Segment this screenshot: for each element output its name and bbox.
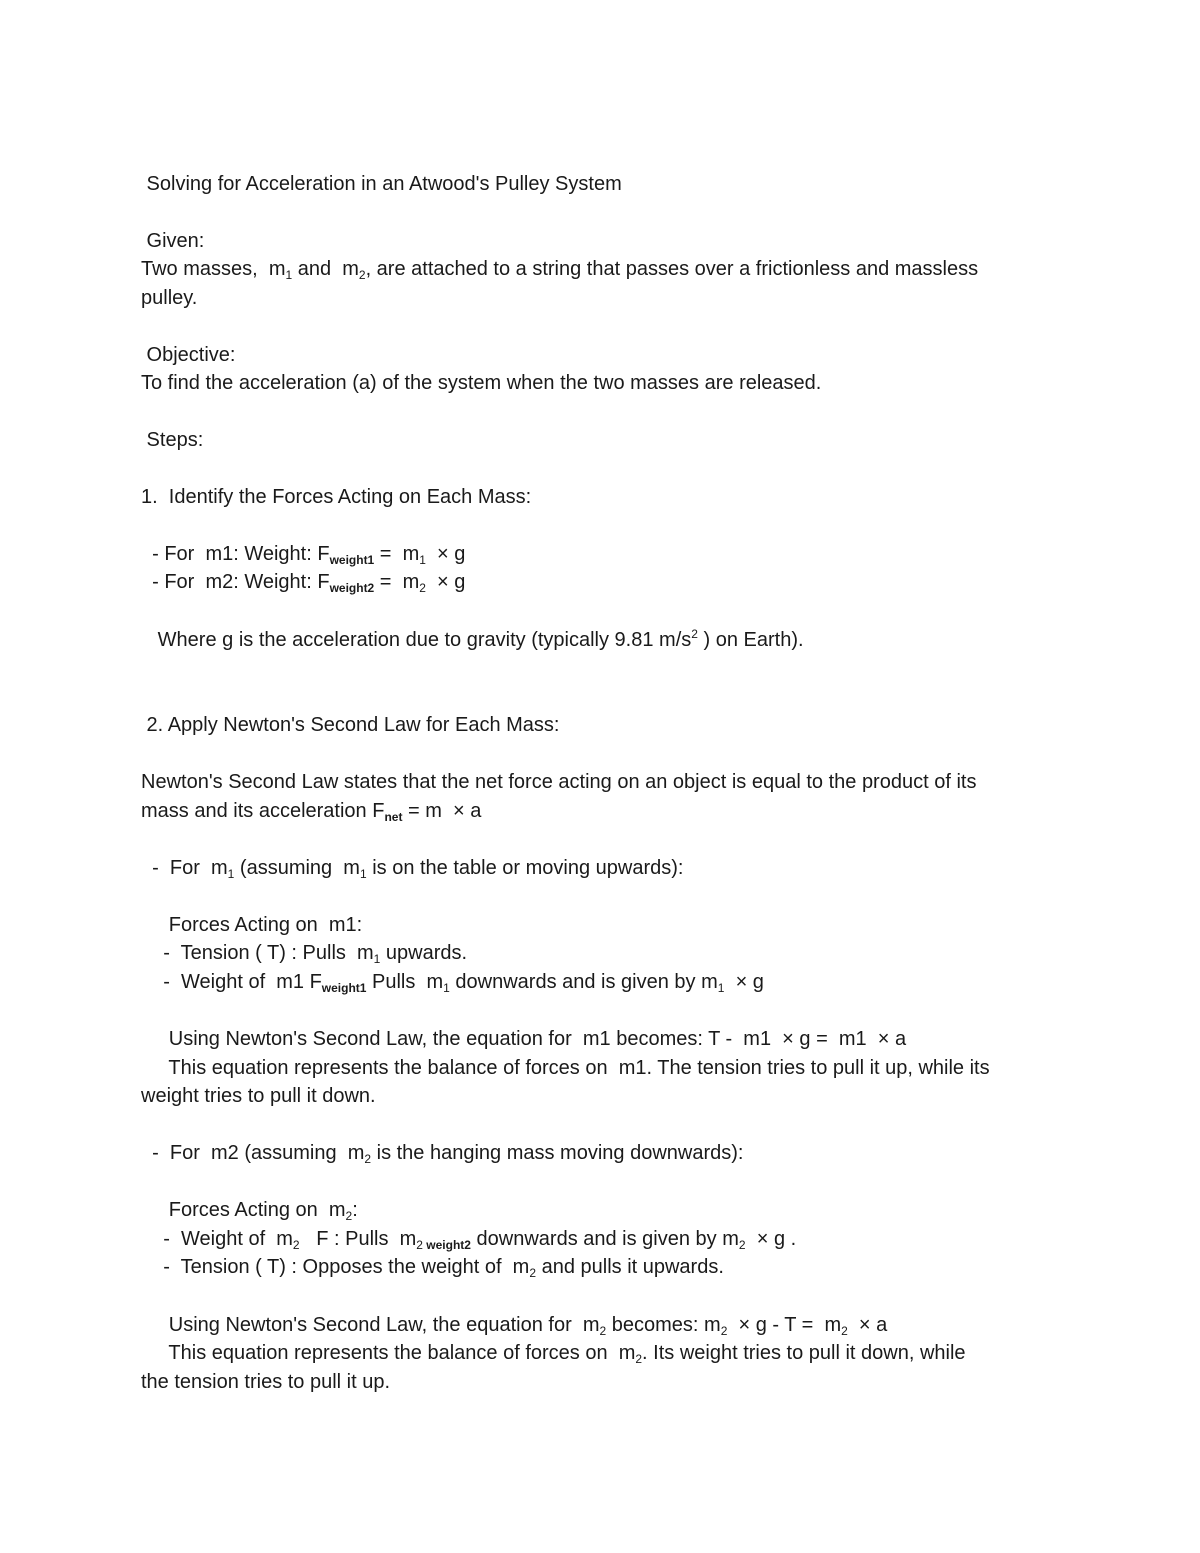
m1-part: (assuming m bbox=[234, 857, 360, 879]
m2-equation bbox=[141, 1311, 887, 1339]
m2-weight bbox=[141, 1225, 796, 1253]
m2-part: F : Pulls m bbox=[299, 1228, 417, 1250]
step1-heading-text: 1. Identify the Forces Acting on Each Mass: bbox=[141, 486, 532, 508]
step1-part: - For m1: Weight: F bbox=[141, 543, 330, 565]
m1-heading bbox=[141, 854, 683, 882]
m1-forces-heading-text: Forces Acting on m1: bbox=[141, 914, 363, 936]
doc-title bbox=[141, 170, 622, 198]
m2-part: downwards and is given by m bbox=[470, 1228, 739, 1250]
m1-part: × g bbox=[724, 971, 764, 993]
m1-tension bbox=[141, 939, 467, 967]
m2-part: Forces Acting on m bbox=[141, 1199, 346, 1221]
subscript: 1 bbox=[717, 981, 725, 995]
m1-forces-heading bbox=[141, 911, 362, 939]
m1-part: upwards. bbox=[380, 942, 468, 964]
subscript: 1 bbox=[227, 867, 235, 881]
given-heading-text: Given: bbox=[141, 230, 205, 252]
subscript: weight1 bbox=[321, 981, 367, 995]
objective-heading-text: Objective: bbox=[141, 344, 236, 366]
m2-part: - Weight of m bbox=[141, 1228, 293, 1250]
objective-text bbox=[141, 369, 821, 397]
m2-part: Using Newton's Second Law, the equation for m bbox=[141, 1314, 600, 1336]
m1-weight bbox=[141, 968, 764, 996]
subscript: net bbox=[384, 810, 403, 824]
m2-part: × g . bbox=[745, 1228, 797, 1250]
subscript: 2 bbox=[358, 268, 366, 282]
doc-title-text: Solving for Acceleration in an Atwood's Pulley System bbox=[141, 173, 622, 195]
subscript: 1 bbox=[419, 553, 426, 567]
given-line-1 bbox=[141, 255, 978, 283]
m1-equation-text: Using Newton's Second Law, the equation for m1 becomes: T - m1 × g = m1 × a bbox=[141, 1028, 907, 1050]
m1-equation bbox=[141, 1025, 906, 1053]
m1-explanation-text: This equation represents the balance of forces on m1. The tension tries to pull it up, while its bbox=[141, 1057, 990, 1079]
m2-part: : bbox=[352, 1199, 358, 1221]
step2-heading-text: 2. Apply Newton's Second Law for Each Mass: bbox=[141, 714, 560, 736]
subscript: 1 bbox=[359, 867, 367, 881]
m2-tension bbox=[141, 1253, 724, 1281]
gravity-note bbox=[141, 626, 804, 654]
m2-part: and pulls it upwards. bbox=[536, 1256, 724, 1278]
m2-heading bbox=[141, 1139, 743, 1167]
step1-line-m1 bbox=[141, 540, 465, 568]
step1-part: × g bbox=[425, 543, 466, 565]
subscript: 2 bbox=[529, 1266, 537, 1280]
m1-part: - Tension ( T) : Pulls m bbox=[141, 942, 374, 964]
m1-part: is on the table or moving upwards): bbox=[366, 857, 684, 879]
gravity-part: ) on Earth). bbox=[697, 629, 804, 651]
step2-heading bbox=[141, 711, 559, 739]
m1-explanation-1 bbox=[141, 1054, 990, 1082]
step1-part: - For m2: Weight: F bbox=[141, 571, 330, 593]
law-line-1 bbox=[141, 768, 976, 796]
subscript: 2 bbox=[635, 1352, 643, 1366]
subscript: 1 bbox=[373, 952, 381, 966]
subscript: 2 bbox=[841, 1324, 848, 1338]
law-part: mass and its acceleration F bbox=[141, 800, 385, 822]
subscript: 1 bbox=[443, 981, 450, 995]
given-part: pulley. bbox=[141, 287, 198, 309]
law-line-2 bbox=[141, 797, 481, 825]
law-part: Newton's Second Law states that the net force acting on an object is equal to the product of its bbox=[141, 771, 977, 793]
m2-forces-heading bbox=[141, 1196, 358, 1224]
m1-part: Pulls m bbox=[366, 971, 444, 993]
given-line-2 bbox=[141, 284, 197, 312]
m1-explanation-2 bbox=[141, 1082, 376, 1110]
m2-part: . Its weight tries to pull it down, while bbox=[642, 1342, 966, 1364]
subscript: 2 bbox=[345, 1209, 353, 1223]
given-part: Two masses, m bbox=[141, 258, 286, 280]
m2-part: becomes: m bbox=[606, 1314, 721, 1336]
given-heading bbox=[141, 227, 204, 255]
subscript: 2 bbox=[419, 581, 426, 595]
step1-part: = m bbox=[374, 543, 420, 565]
given-part: and m bbox=[292, 258, 359, 280]
m1-part: - Weight of m1 F bbox=[141, 971, 322, 993]
m2-part: is the hanging mass moving downwards): bbox=[371, 1142, 744, 1164]
m2-explanation-text: the tension tries to pull it up. bbox=[141, 1371, 391, 1393]
m2-part: × a bbox=[847, 1314, 888, 1336]
subscript: 2 bbox=[364, 1152, 372, 1166]
objective-text-body: To find the acceleration (a) of the system when the two masses are released. bbox=[141, 372, 822, 394]
steps-heading bbox=[141, 426, 203, 454]
step1-heading bbox=[141, 483, 531, 511]
m2-explanation-2 bbox=[141, 1368, 390, 1396]
gravity-part: Where g is the acceleration due to gravity (typically 9.81 m/s bbox=[141, 629, 692, 651]
subscript: 2 bbox=[599, 1324, 607, 1338]
m1-part: downwards and is given by m bbox=[449, 971, 718, 993]
subscript: weight2 bbox=[329, 581, 375, 595]
m2-part: × g - T = m bbox=[727, 1314, 842, 1336]
steps-heading-text: Steps: bbox=[141, 429, 204, 451]
m2-part: - For m2 (assuming m bbox=[141, 1142, 365, 1164]
subscript: 2 bbox=[292, 1238, 300, 1252]
m2-part: This equation represents the balance of forces on m bbox=[141, 1342, 636, 1364]
m1-explanation-text: weight tries to pull it down. bbox=[141, 1085, 376, 1107]
subscript: 2 bbox=[416, 1238, 423, 1252]
subscript: weight1 bbox=[329, 553, 375, 567]
subscript: weight2 bbox=[422, 1238, 471, 1252]
step1-part: = m bbox=[374, 571, 420, 593]
superscript: 2 bbox=[691, 627, 698, 641]
law-part: = m × a bbox=[402, 800, 482, 822]
m2-explanation-1 bbox=[141, 1339, 966, 1367]
m2-part: - Tension ( T) : Opposes the weight of m bbox=[141, 1256, 530, 1278]
given-part: , are attached to a string that passes over a frictionless and massless bbox=[365, 258, 979, 280]
subscript: 2 bbox=[738, 1238, 746, 1252]
subscript: 1 bbox=[285, 268, 293, 282]
objective-heading bbox=[141, 341, 235, 369]
step1-part: × g bbox=[425, 571, 466, 593]
step1-line-m2 bbox=[141, 568, 465, 596]
subscript: 2 bbox=[720, 1324, 728, 1338]
m1-part: - For m bbox=[141, 857, 228, 879]
